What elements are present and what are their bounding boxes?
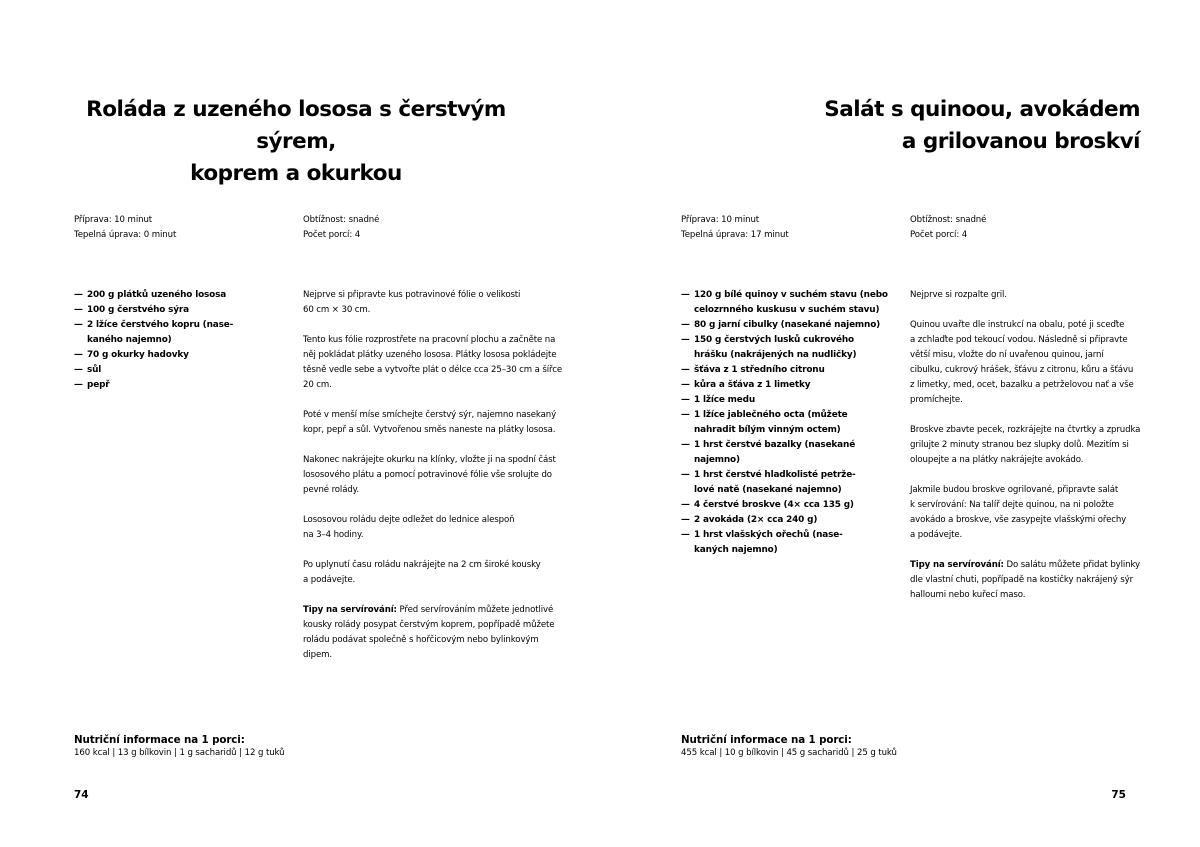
title-line: Roláda z uzeného lososa s čerstvým sýrem, [86,97,506,154]
method-line: z limetky, med, ocet, bazalku a petrželovou nať a vše [910,380,1134,390]
method-line: k servírování: Na talíř dejte quinou, na ni položte [910,500,1114,510]
method-line: dipem. [303,650,332,660]
ingredient-text: lové natě (nasekané najemno) [694,485,842,495]
method-line: Jakmile budou broskve ogrilované, připravte salát [910,485,1119,495]
ingredient-list [74,288,244,393]
dash-bullet: — [74,365,83,375]
ingredient-text: kaných najemno) [694,545,778,555]
ingredient-text: 200 g plátků uzeného lososa [87,290,227,300]
ingredient-item [74,288,244,303]
method-line: větší misu, vložte do ní uvařenou quinou, jarní [910,350,1104,360]
title-line: a grilovanou broskví [901,129,1140,154]
method-line: a zchlaďte pod tekoucí vodou. Následně si připravte [910,335,1128,345]
dash-bullet: — [74,380,83,390]
ingredient-item [681,318,896,333]
time-info [74,213,176,243]
method-text [303,288,573,678]
method-line: Nejprve si rozpalte gril. [910,290,1007,300]
method-line: 20 cm. [303,380,332,390]
ingredient-item [74,318,244,348]
title-line: koprem a okurkou [190,161,402,186]
prep-time: Příprava: 10 minut [681,215,760,225]
ingredient-text: hrášku (nakrájených na nudličky) [694,350,857,360]
ingredient-text: sůl [87,365,102,375]
method-line: pevné rolády. [303,485,360,495]
nutrition-values: 455 kcal | 10 g bílkovin | 45 g sacharidů | 25 g tuků [681,748,897,758]
method-line [303,603,573,618]
method-line: a podávejte. [303,575,356,585]
ingredient-text: 150 g čerstvých lusků cukrového [694,335,854,345]
ingredient-item [74,348,244,363]
time-info [681,213,789,243]
method-paragraph [303,558,573,588]
tip-text: Do salátu můžete přidat bylinky [1003,560,1141,570]
page-number: 74 [74,789,89,801]
ingredient-text: šťáva z 1 středního citronu [694,365,825,375]
method-line: oloupejte a na plátky nakrájejte avokádo. [910,455,1084,465]
ingredient-text: kůra a šťáva z 1 limetky [694,380,811,390]
method-line: dle vlastní chuti, popřípadě na kostičky nakrájený sýr [910,575,1133,585]
right-page [600,0,1200,847]
ingredient-item [74,303,244,318]
method-paragraph [910,483,1170,543]
method-paragraph [303,408,573,438]
method-line: kopr, pepř a sůl. Vytvořenou směs naneste na plátky lososa. [303,425,556,435]
method-paragraph [303,453,573,498]
dash-bullet: — [681,515,690,525]
dash-bullet: — [681,440,690,450]
tip-label: Tipy na servírování: [303,605,397,615]
method-line: Lososovou roládu dejte odležet do lednice alespoň [303,515,515,525]
tip-text: Před servírováním můžete jednotlivé [396,605,554,615]
ingredient-list [681,288,896,558]
method-line: halloumi nebo kuřecí maso. [910,590,1026,600]
method-line: avokádo a broskve, vše zasypejte vlašskými ořechy [910,515,1127,525]
title-line: Salát s quinoou, avokádem [824,97,1140,122]
method-paragraph [910,288,1170,303]
ingredient-text: 1 hrst čerstvé bazalky (nasekané najemno) [694,440,856,465]
ingredient-text: 4 čerstvé broskve (4× cca 135 g) [694,500,854,510]
ingredient-text: pepř [87,380,110,390]
ingredient-text: 1 hrst vlašských ořechů (nase- [694,530,843,540]
cook-time: Tepelná úprava: 0 minut [74,230,177,240]
method-line: kousky rolády posypat čerstvým koprem, popřípadě můžete [303,620,555,630]
serving-tip [910,558,1170,603]
ingredient-text: 1 lžíce jablečného octa (můžete [694,410,848,420]
dash-bullet: — [681,410,690,420]
ingredient-text: 70 g okurky hadovky [87,350,189,360]
dash-bullet: — [681,290,690,300]
method-line: lososového plátu a pomocí potravinové fólie vše srolujte do [303,470,552,480]
recipe-title [680,94,1180,158]
method-text [910,288,1170,618]
method-line: Tento kus fólie rozprostřete na pracovní plochu a začněte na [303,335,556,345]
dash-bullet: — [74,320,83,330]
ingredient-item [74,378,244,393]
method-line: Nejprve si připravte kus potravinové fólie o velikosti [303,290,521,300]
ingredient-item [74,363,244,378]
ingredient-text: 100 g čerstvého sýra [87,305,189,315]
method-line: grilujte 2 minuty stranou bez slupky dolů. Mezitím si [910,440,1129,450]
tip-label: Tipy na servírování: [910,560,1004,570]
method-line: na 3–4 hodiny. [303,530,364,540]
method-paragraph [303,513,573,543]
method-paragraph [910,318,1170,408]
method-line: něj pokládat plátky uzeného lososa. Plátky lososa pokládejte [303,350,557,360]
dash-bullet: — [681,365,690,375]
difficulty-info [910,213,986,243]
ingredient-item [681,513,896,528]
ingredient-item [681,333,896,363]
nutrition-info [74,733,285,760]
cook-time: Tepelná úprava: 17 minut [681,230,789,240]
ingredient-item [681,363,896,378]
servings: Počet porcí: 4 [303,230,361,240]
dash-bullet: — [681,380,690,390]
ingredient-text: 120 g bílé quinoy v suchém stavu (nebo [694,290,888,300]
method-line: Poté v menší míse smíchejte čerstvý sýr, najemno nasekaný [303,410,557,420]
dash-bullet: — [681,530,690,540]
ingredient-item [681,468,896,498]
method-line: Quinou uvařte dle instrukcí na obalu, poté ji sceďte [910,320,1125,330]
ingredient-text: 1 lžíce medu [694,395,756,405]
ingredient-item [681,288,896,318]
difficulty-info [303,213,379,243]
method-line [910,558,1170,573]
ingredient-text: 2 avokáda (2× cca 240 g) [694,515,818,525]
serving-tip [303,603,573,663]
difficulty: Obtížnost: snadné [910,215,987,225]
nutrition-info [681,733,897,760]
ingredient-text: nahradit bílým vinným octem) [694,425,841,435]
ingredient-text: 80 g jarní cibulky (nasekané najemno) [694,320,881,330]
method-line: Po uplynutí času roládu nakrájejte na 2 cm široké kousky [303,560,541,570]
method-line: cibulku, cukrový hrášek, šťávu z citronu, kůru a šťávu [910,365,1134,375]
dash-bullet: — [681,500,690,510]
ingredient-item [681,393,896,408]
ingredient-text: kaného najemno) [87,335,172,345]
nutrition-title: Nutriční informace na 1 porci: [74,734,245,746]
method-line: těsně vedle sebe a vytvořte plát o délce cca 25–30 cm a šířce [303,365,563,375]
method-line: roládu podávat společně s hořčicovým nebo bylinkovým [303,635,539,645]
method-line: Nakonec nakrájejte okurku na klínky, vložte ji na spodní část [303,455,556,465]
ingredient-item [681,378,896,393]
dash-bullet: — [74,305,83,315]
nutrition-title: Nutriční informace na 1 porci: [681,734,852,746]
dash-bullet: — [681,470,690,480]
page-number: 75 [1111,789,1126,801]
dash-bullet: — [74,290,83,300]
ingredient-item [681,498,896,513]
method-line: a podávejte. [910,530,963,540]
difficulty: Obtížnost: snadné [303,215,380,225]
dash-bullet: — [681,320,690,330]
ingredient-text: 1 hrst čerstvé hladkolisté petrže- [694,470,856,480]
ingredient-item [681,528,896,558]
prep-time: Příprava: 10 minut [74,215,153,225]
dash-bullet: — [681,395,690,405]
nutrition-values: 160 kcal | 13 g bílkovin | 1 g sacharidů | 12 g tuků [74,748,285,758]
dash-bullet: — [681,335,690,345]
servings: Počet porcí: 4 [910,230,968,240]
dash-bullet: — [74,350,83,360]
recipe-title [60,94,532,190]
method-line: 60 cm × 30 cm. [303,305,371,315]
ingredient-text: 2 lžíce čerstvého kopru (nase- [87,320,234,330]
ingredient-item [681,438,896,468]
method-line: promíchejte. [910,395,963,405]
method-paragraph [303,288,573,318]
ingredient-text: celozrnného kuskusu v suchém stavu) [694,305,880,315]
ingredient-item [681,408,896,438]
method-line: Broskve zbavte pecek, rozkrájejte na čtvrtky a zprudka [910,425,1141,435]
method-paragraph [303,333,573,393]
method-paragraph [910,423,1170,468]
